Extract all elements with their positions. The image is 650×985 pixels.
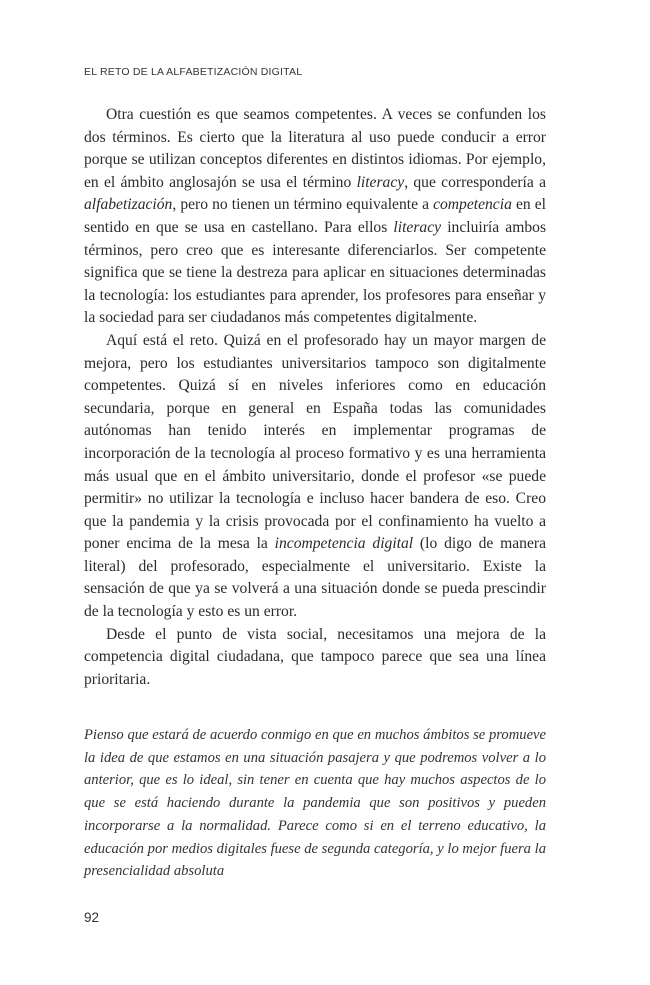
paragraph-3 bbox=[84, 624, 546, 692]
paragraph-2 bbox=[84, 330, 546, 624]
text-segment: (lo digo de manera literal) del profesorado, especialmente el universitario. Existe la sensación de que ya se volverá a una situación donde se pueda prescindir de la tecnología y esto es un error. bbox=[84, 535, 547, 621]
italic-term-alfabetizacion: alfabetización bbox=[84, 196, 173, 214]
text-segment: en el sentido en que se usa en castellano. Para ellos bbox=[84, 196, 546, 236]
italic-term-literacy: literacy bbox=[356, 173, 405, 191]
italic-term-incompetencia-digital: incompetencia digital bbox=[274, 535, 414, 553]
text-segment: , pero no tienen un término equivalente a bbox=[172, 196, 434, 214]
text-segment: , que correspondería a bbox=[404, 173, 547, 191]
italic-term-competencia: competencia bbox=[433, 196, 512, 214]
text-segment: Aquí está el reto. Quizá en el profesorado hay un mayor margen de mejora, pero los estudiantes universitarios tampoco son digitalmente competentes. Quizá sí en niveles inferiores como en educación secundaria, porque en general en España todas las comunidades autónomas han tenido interés en implementar programas de incorporación de la tecnología al proceso formativo y es una herramienta más usual que en el ámbito universitario, donde el profesor «se puede permitir» no utilizar la tecnología e incluso hacer bandera de eso. Creo que la pandemia y la crisis provocada por el confinamiento ha vuelto a poner encima de la mesa la bbox=[84, 331, 546, 553]
text-segment: Otra cuestión es que seamos competentes. A veces se confunden los dos términos. Es cierto que la literatura al uso puede conducir a error porque se utilizan conceptos diferentes en distintos idiomas. Por ejemplo, en el ámbito anglosajón se usa el término bbox=[84, 106, 546, 191]
body-text bbox=[84, 104, 546, 691]
running-header: EL RETO DE LA ALFABETIZACIÓN DIGITAL bbox=[84, 66, 303, 78]
text-segment: incluiría ambos términos, pero creo que es interesante diferenciarlos. Ser competente significa que se tiene la destreza para aplicar en situaciones determinadas la tecnología: los estudiantes para aprender, los profesores para enseñar y la sociedad para ser ciudadanos más competentes digitalmente. bbox=[84, 218, 547, 327]
page-number: 92 bbox=[84, 910, 100, 925]
paragraph-1 bbox=[84, 104, 546, 330]
interview-question: Pienso que estará de acuerdo conmigo en que en muchos ámbitos se promueve la idea de que estamos en una situación pasajera y que podremos volver a lo anterior, que es lo ideal, sin tener en cuenta que hay muchos aspectos de lo que se está haciendo durante la pandemia que son positivos y pueden incorporarse a la normalidad. Parece como si en el terreno educativo, la educación por medios digitales fuese de segunda categoría, y lo mejor fuera la presencialidad absoluta bbox=[84, 727, 546, 880]
text-segment: Desde el punto de vista social, necesitamos una mejora de la competencia digital ciudadana, que tampoco parece que sea una línea prioritaria. bbox=[84, 625, 546, 688]
italic-term-literacy: literacy bbox=[393, 218, 442, 236]
